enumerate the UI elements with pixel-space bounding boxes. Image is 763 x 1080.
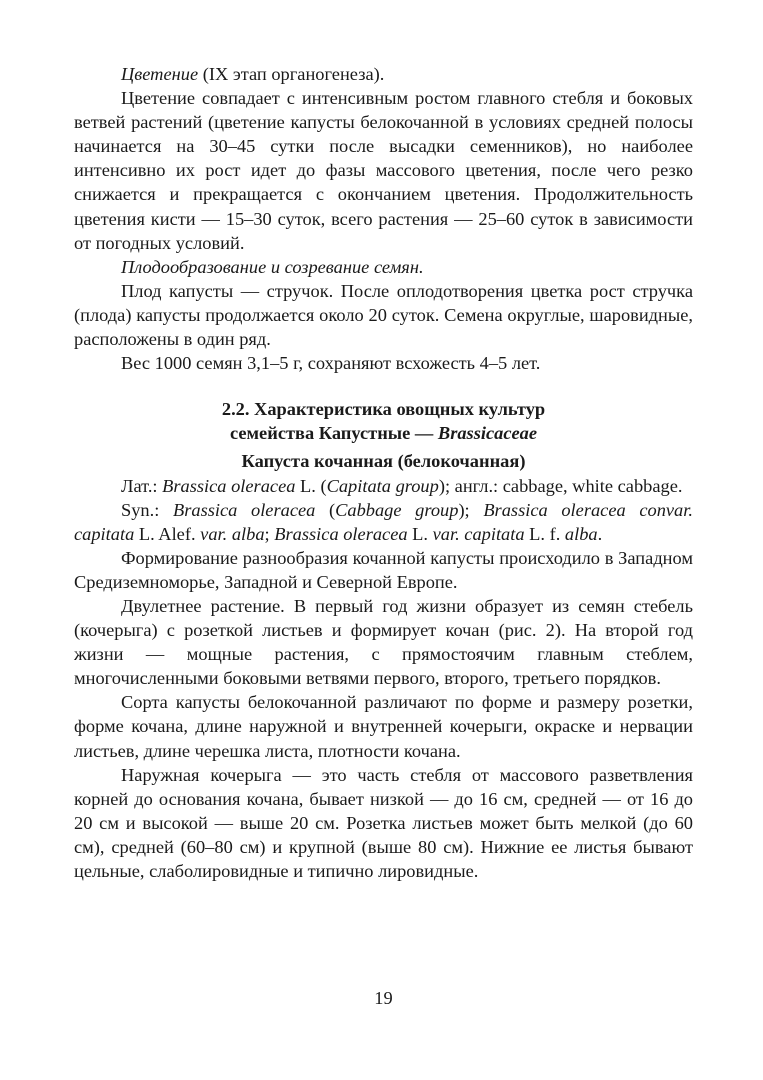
origin-paragraph: Формирование разнообразия кочанной капусты происходило в Западном Средиземноморье, Западной и Северной Европе. bbox=[74, 547, 693, 592]
syn-species-2: Brassica oleracea convar. capitata bbox=[74, 499, 693, 544]
seed-weight-paragraph: Вес 1000 семян 3,1–5 г, сохраняют всхожесть 4–5 лет. bbox=[121, 353, 541, 374]
stalk-paragraph: Наружная кочерыга — это часть стебля от массового разветвления корней до основания кочана, бывает низкой — до 16 см, средней — от 16 до 20 см и высокой — выше 20 см. Розетка листьев может быть мелкой (до 60 см), средней (60–80 см) и крупной (выше 80 см). Нижние ее листья бывают цельные, слаболировидные и типично лировидные. bbox=[74, 764, 693, 881]
syn-author-3: L. bbox=[407, 523, 433, 544]
syn-alba: alba bbox=[564, 523, 598, 544]
syn-author-2: L. Alef. bbox=[134, 523, 201, 544]
page-number: 19 bbox=[374, 988, 393, 1008]
latin-name-paragraph bbox=[74, 474, 693, 498]
section-heading-family: семейства Капустные — bbox=[229, 423, 438, 444]
syn-species-3: Brassica oleracea bbox=[274, 523, 408, 544]
varieties-paragraph: Сорта капусты белокочанной различают по форме и размеру розетки, форме кочана, длине наружной и внутренней кочерыги, окраске и нервации листьев, длине черешка листа, плотности кочана. bbox=[74, 692, 693, 761]
fruiting-label: Плодообразование и созревание семян. bbox=[121, 256, 424, 277]
section-heading-line-1: 2.2. Характеристика овощных культур bbox=[221, 399, 546, 420]
section-heading-latin: Brassicaceae bbox=[437, 423, 538, 444]
syn-sep-3: ; bbox=[264, 523, 275, 544]
lat-species: Brassica oleracea bbox=[162, 475, 296, 496]
syn-var-alba: var. alba bbox=[200, 523, 265, 544]
syn-sep-2: ); bbox=[458, 499, 484, 520]
syn-group: Cabbage group bbox=[335, 499, 459, 520]
section-heading-line-2 bbox=[74, 421, 693, 445]
syn-var-capitata: var. capitata bbox=[432, 523, 525, 544]
flowering-stage-text: (IX этап органогенеза). bbox=[198, 64, 385, 84]
fruit-paragraph: Плод капусты — стручок. После оплодотворения цветка рост стручка (плода) капусты продолжается около 20 суток. Семена округлые, шаровидные, расположены в один ряд. bbox=[74, 280, 693, 350]
lat-author: L. ( bbox=[295, 475, 327, 496]
synonyms-paragraph bbox=[74, 498, 693, 546]
biennial-paragraph: Двулетнее растение. В первый год жизни образует из семян стебель (кочерыга) с розеткой листьев и формирует кочан (рис. 2). На второй год жизни — мощные растения, с прямостоячим главным стеблем, многочисленными боковыми ветвями первого, второго, третьего порядков. bbox=[74, 595, 693, 689]
lat-prefix: Лат.: bbox=[121, 475, 163, 496]
syn-author-4: L. f. bbox=[524, 523, 565, 544]
section-gap bbox=[74, 375, 693, 397]
lat-group: Capitata group bbox=[326, 475, 439, 496]
flowering-paragraph: Цветение совпадает с интенсивным ростом главного стебля и боковых ветвей растений (цветение капусты белокочанной в условиях средней полосы начинается на 30–45 сутки после высадки семенников), но наиболее интенсивно их рост идет до фазы массового цветения, после чего резко снижается и прекращается с окончанием цветения. Продолжительность цветения кисти — 15–30 суток, всего растения — 25–60 суток в зависимости от погодных условий. bbox=[74, 88, 693, 253]
flowering-label: Цветение bbox=[121, 64, 199, 84]
document-page bbox=[74, 62, 693, 1062]
syn-sep-1: ( bbox=[315, 499, 336, 520]
syn-species-1: Brassica oleracea bbox=[172, 499, 316, 520]
syn-prefix: Syn.: bbox=[121, 499, 173, 520]
cabbage-subheading: Капуста кочанная (белокочанная) bbox=[241, 451, 526, 472]
syn-end: . bbox=[597, 523, 603, 544]
flowering-stage-line bbox=[74, 62, 693, 86]
lat-english: ); англ.: cabbage, white cabbage. bbox=[438, 475, 683, 496]
